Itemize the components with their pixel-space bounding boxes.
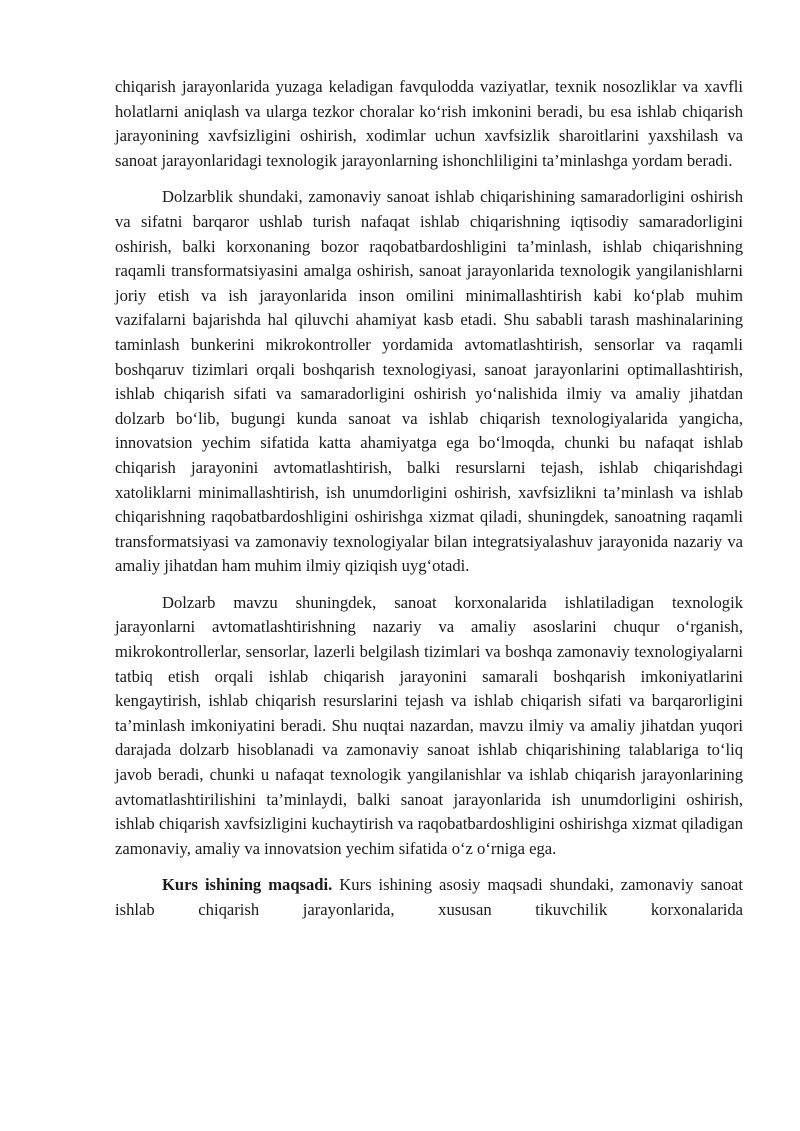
course-goal-heading: Kurs ishining maqsadi.: [162, 875, 333, 895]
paragraph-relevance-topic: Dolzarb mavzu shuningdek, sanoat korxonalarida ishlatiladigan texnologik jarayonlarni avtomatlashtirishning nazariy va amaliy asoslarini chuqur o‘rganish, mikrokontrollerlar, sensorlar, lazerli belgilash tizimlari va boshqa zamonaviy texnologiyalarni tatbiq etish orqali ishlab chiqarish jarayonini samarali boshqarish imkoniyatlarini kengaytirish, ishlab chiqarish resurslarini tejash va ishlab chiqarish sifati va barqarorligini ta’minlash imkoniyatini beradi. Shu nuqtai nazardan, mavzu ilmiy va amaliy jihatdan yuqori darajada dolzarb hisoblanadi va zamonaviy sanoat ishlab chiqarishining talablariga to‘liq javob beradi, chunki u nafaqat texnologik yangilanishlar va ishlab chiqarish jarayonlarining avtomatlashtirilishini ta’minlaydi, balki sanoat jarayonlarida ish unumdorligini oshirish, ishlab chiqarish xavfsizligini kuchaytirish va raqobatbardoshligini oshirishga xizmat qiladigan zamonaviy, amaliy va innovatsion yechim sifatida o‘z o‘rniga ega.: [115, 592, 743, 858]
course-goal-text: Kurs ishining asosiy maqsadi shundaki, zamonaviy sanoat ishlab chiqarish jarayonlarida, xususan tikuvchilik korxonalarida: [115, 875, 743, 919]
paragraph-continuation: chiqarish jarayonlarida yuzaga keladigan favqulodda vaziyatlar, texnik nosozliklar va xavfli holatlarni aniqlash va ularga tezkor choralar ko‘rish imkonini beradi, bu esa ishlab chiqarish jarayonining xavfsizligini oshirish, xodimlar uchun xavfsizlik sharoitlarini yaxshilash va sanoat jarayonlaridagi texnologik jarayonlarning ishonchliligini ta’minlashga yordam beradi.: [115, 77, 743, 170]
paragraph-relevance: Dolzarblik shundaki, zamonaviy sanoat ishlab chiqarishining samaradorligini oshirish va sifatni barqaror ushlab turish nafaqat ishlab chiqarishning iqtisodiy samaradorligini oshirish, balki korxonaning bozor raqobatbardoshligini ta’minlash, ishlab chiqarishning raqamli transformatsiyasini amalga oshirish, sanoat jarayonlarida texnologik yangilanishlarni joriy etish va ish jarayonlarida inson omilini minimallashtirish kabi ko‘plab muhim vazifalarni bajarishda hal qiluvchi ahamiyat kasb etadi. Shu sababli tarash mashinalarining taminlash bunkerini mikrokontroller yordamida avtomatlashtirish, sensorlar va raqamli boshqaruv tizimlari orqali boshqarish texnologiyasi, sanoat jarayonlarini optimallashtirish, ishlab chiqarish sifati va samaradorligini oshirish yo‘nalishida ilmiy va amaliy jihatdan dolzarb bo‘lib, bugungi kunda sanoat va ishlab chiqarish texnologiyalarida yangicha, innovatsion yechim sifatida katta ahamiyatga ega bo‘lmoqda, chunki bu nafaqat ishlab chiqarish jarayonini avtomatlashtirish, balki resurslarni tejash, ishlab chiqarishdagi xatoliklarni minimallashtirish, ish unumdorligini oshirish, xavfsizlikni ta’minlash va ishlab chiqarishning raqobatbardoshligini oshirishga xizmat qiladi, shuningdek, sanoatning raqamli transformatsiyasi va zamonaviy texnologiyalar bilan integratsiyalashuv jarayonida nazariy va amaliy jihatdan ham muhim ilmiy qiziqish uyg‘otadi.: [115, 187, 743, 576]
paragraph-course-goal: [115, 873, 743, 922]
document-body: [115, 75, 743, 935]
